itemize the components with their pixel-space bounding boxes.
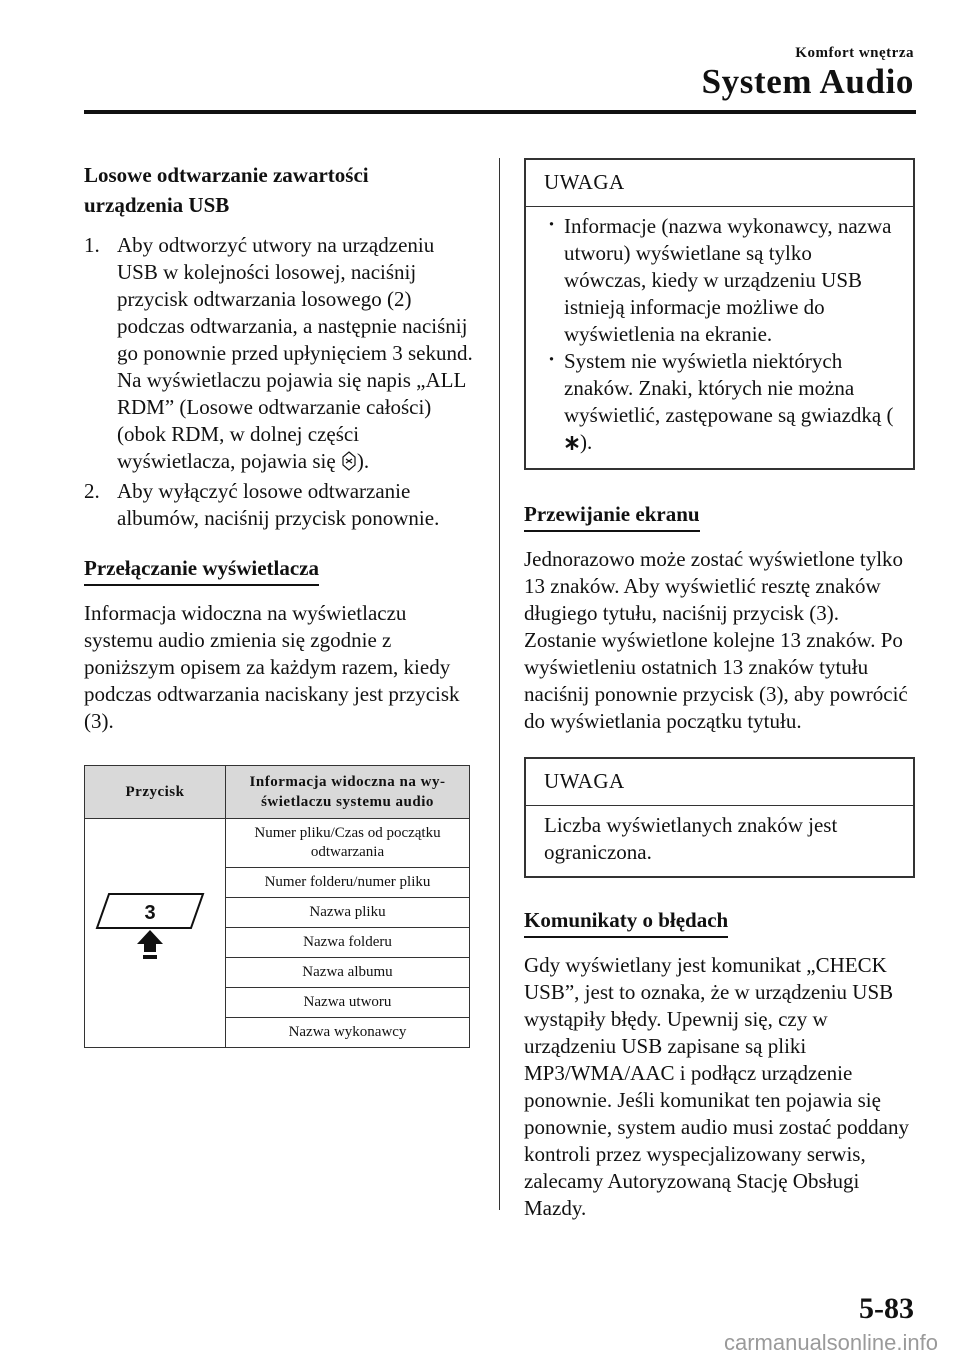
switch-display-text: Informacja widoczna na wyświetlaczu systemu audio zmienia się zgodnie z poniższym opisem za każdym razem, kiedy podczas odtwarzania naciskany jest przycisk (3).: [84, 601, 460, 733]
page-title: System Audio: [701, 62, 914, 101]
note-body: [526, 207, 913, 468]
table-cell: Nazwa albumu: [226, 958, 470, 988]
note-bullet-close: ).: [580, 430, 593, 454]
watermark: carmanualsonline.info: [723, 1330, 938, 1355]
table-row: [85, 819, 470, 868]
table-cell: Nazwa pliku: [226, 898, 470, 928]
note-bullet-open: (: [886, 403, 894, 427]
random-indicator-icon: [341, 451, 357, 478]
table-cell: Nazwa utworu: [226, 988, 470, 1018]
errors-heading: Komunikaty o błędach: [524, 906, 728, 938]
asterisk-icon: [564, 431, 580, 458]
step-item: [84, 478, 474, 532]
note-bullet-text: System nie wyświetla niektórych znaków. Znaki, których nie można wyświetlić, zastępowane są gwiazdką: [564, 349, 882, 427]
note-bullet: · Informacje (nazwa wykonawcy, nazwa utworu) wyświetlane są tylko wówczas, kiedy w urządzeniu USB istnieją informacje możliwe do wyświetlenia na ekranie.: [544, 213, 897, 348]
note-box-limit: [524, 757, 915, 878]
table-cell: Numer folderu/numer pliku: [226, 868, 470, 898]
table-header-button: Przycisk: [85, 766, 226, 819]
step-number: 2.: [84, 479, 100, 503]
header-rule: [84, 110, 916, 114]
button-3-label: 3: [144, 901, 156, 924]
step-text: Aby wyłączyć losowe odtwarzanie albumów, naciśnij przycisk ponownie.: [117, 479, 440, 530]
note-box-info: [524, 158, 915, 470]
button-3-icon: [95, 888, 215, 974]
table-header-info: Informacja widoczna na wy-świetlaczu systemu audio: [226, 766, 470, 819]
random-play-heading-line1: Losowe odtwarzanie zawartości: [84, 163, 369, 187]
note-title: UWAGA: [526, 759, 913, 806]
scroll-text: Jednorazowo może zostać wyświetlone tylko 13 znaków. Aby wyświetlić resztę znaków długiego tytułu, naciśnij przycisk (3). Zostanie wyświetlone kolejne 13 znaków. Po wyświetleniu ostatnich 13 znaków tytułu naciśnij ponownie przycisk (3), aby powrócić do wyświetlania początku tytułu.: [524, 547, 908, 733]
random-play-heading: [84, 160, 474, 220]
right-column: [524, 158, 915, 1222]
table-cell: Nazwa folderu: [226, 928, 470, 958]
note-bullet: [544, 348, 897, 458]
left-column: [84, 160, 474, 1048]
button-3-illustration: [85, 819, 226, 1048]
page-number: 5-83: [859, 1292, 914, 1325]
step-number: 1.: [84, 233, 100, 257]
display-info-table: [84, 765, 470, 1048]
note-body: Liczba wyświetlanych znaków jest ograniczona.: [544, 813, 838, 864]
errors-text: Gdy wyświetlany jest komunikat „CHECK USB”, jest to oznaka, że w urządzeniu USB wystąpiły błędy. Upewnij się, czy w urządzeniu USB zapisane są pliki MP3/WMA/AAC i podłącz urządzenie ponownie. Jeśli komunikat ten pojawia się ponownie, system audio musi zostać poddany kontroli przez wyspecjalizowany serwis, zalecamy Autoryzowaną Stację Obsługi Mazdy.: [524, 953, 909, 1220]
step-text-suffix: ).: [356, 449, 370, 473]
random-play-heading-line2: urządzenia USB: [84, 193, 230, 217]
random-play-steps: [84, 232, 474, 532]
step-item: [84, 232, 474, 478]
scroll-heading: Przewijanie ekranu: [524, 500, 700, 532]
table-cell: Nazwa wykonawcy: [226, 1018, 470, 1048]
table-cell: Numer pliku/Czas od początku odtwarzania: [226, 819, 470, 868]
step-text: Aby odtworzyć utwory na urządzeniu USB w kolejności losowej, naciśnij przycisk odtwarzania losowego (2) podczas odtwarzania, a następnie naciśnij go ponownie przed upłynięciem 3 sekund. Na wyświetlaczu pojawia się napis „ALL RDM” (Losowe odtwarzanie całości) (obok RDM, w dolnej części wyświetlacza, pojawia się: [117, 233, 473, 473]
column-divider: [499, 158, 500, 1210]
switch-display-heading: Przełączanie wyświetlacza: [84, 554, 319, 586]
note-title: UWAGA: [526, 160, 913, 207]
table-header-row: [85, 766, 470, 819]
section-label: Komfort wnętrza: [795, 45, 914, 61]
